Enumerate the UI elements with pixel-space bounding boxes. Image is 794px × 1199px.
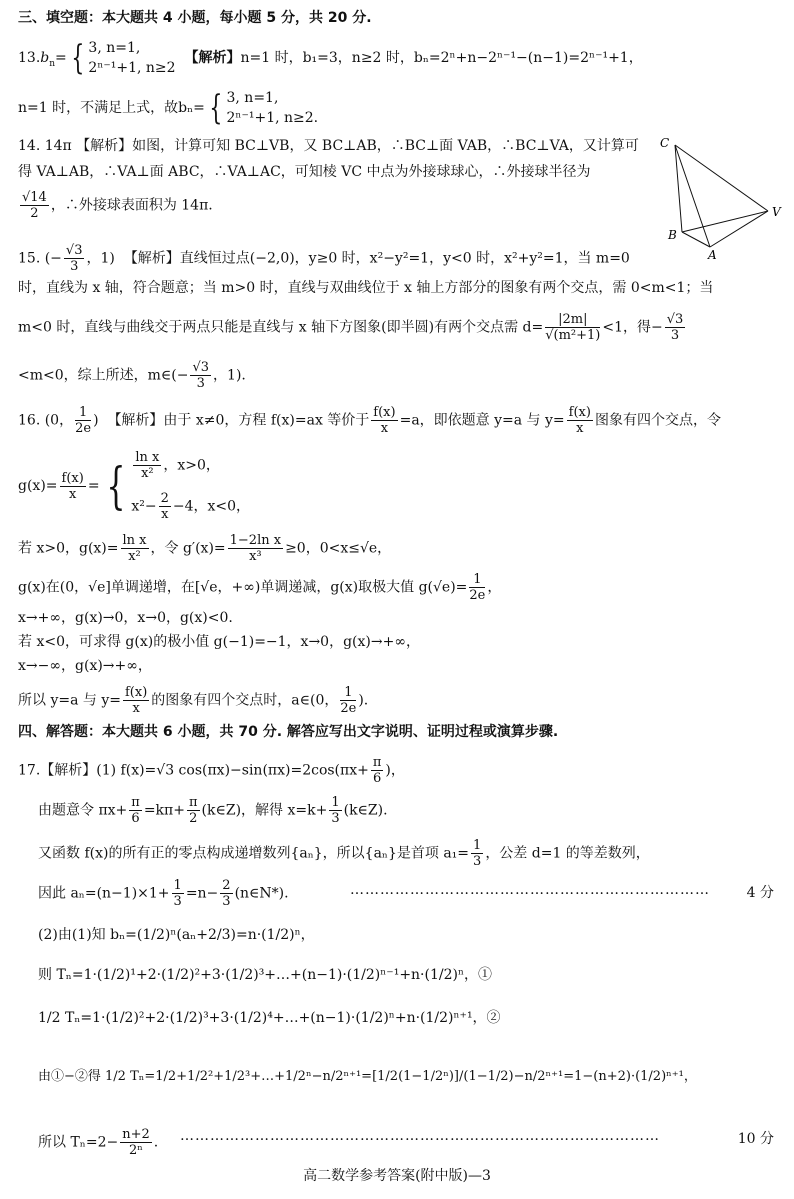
- q15-line3: m<0 时，直线与曲线交于两点只能是直线与 x 轴下方图象(即半圆)有两个交点需 d= $\frac{|2m|}{\text{√(m²+1)}}$ <1，得− $\frac{√3}{3}$: [18, 312, 684, 343]
- q15-line4: <m<0，综上所述，m∈(− $\frac{√3}{3}$ ，1).: [18, 360, 246, 391]
- label-c: C: [660, 136, 670, 150]
- q13-line2: n=1 时，不满足上式，故bₙ= { 3, n=1, 2ⁿ⁻¹+1, n≥2.: [18, 88, 319, 128]
- q17-line6: 则 Tₙ=1·(1/2)¹+2·(1/2)²+3·(1/2)³+…+(n−1)·(1/2)ⁿ⁻¹+n·(1/2)ⁿ，①: [38, 967, 493, 983]
- section4-heading: 四、解答题：本大题共 6 小题，共 70 分. 解答应写出文字说明、证明过程或演算步骤.: [18, 724, 559, 740]
- q15-line2: 时，直线为 x 轴，符合题意；当 m>0 时，直线与双曲线位于 x 轴上方部分的图象有两个交点，需 0<m<1；当: [18, 280, 714, 296]
- q14-line1: 14. 14π 【解析】如图，计算可知 BC⊥VB，又 BC⊥AB，∴BC⊥面 VAB，∴BC⊥VA，又计算可: [18, 138, 639, 154]
- tetrahedron-figure: [650, 135, 790, 260]
- q17-line2: 由题意令 πx+ $\frac{\pi}{6}$ =kπ+ $\frac{\pi}{2}$ (k∈Z)，解得 x=k+ $\frac{1}{3}$ (k∈Z).: [38, 795, 388, 826]
- q14-line3: $\frac{√14}{2}$ ，∴外接球表面积为 14π.: [22, 190, 213, 221]
- q16-line1: 16. (0， $\frac{1}{2e}$ ) 【解析】由于 x≠0，方程 f(x)=ax 等价于 $\frac{f(x)}{x}$ =a，即依题意 y=a 与 y= $\frac{f(x)}{x}$ 图象有四个交点，令: [18, 405, 721, 436]
- q16-line4: g(x)在(0，√e]单调递增，在[√e，+∞)单调递减，g(x)取极大值 g(√e)= $\frac{1}{2e}$ ，: [18, 572, 502, 603]
- q16-line6: 若 x<0，可求得 g(x)的极小值 g(−1)=−1，x→0，g(x)→+∞，: [18, 634, 420, 650]
- section3-heading: 三、填空题：本大题共 4 小题，每小题 5 分，共 20 分.: [18, 10, 372, 26]
- q17-line7: 1/2 Tₙ=1·(1/2)²+2·(1/2)³+3·(1/2)⁴+…+(n−1)·(1/2)ⁿ+n·(1/2)ⁿ⁺¹，②: [38, 1010, 501, 1026]
- score-dots-1: ………………………………………………………………: [350, 882, 710, 898]
- q16-line8: 所以 y=a 与 y= $\frac{f(x)}{x}$ 的图象有四个交点时，a∈(0， $\frac{1}{2e}$ ).: [18, 685, 369, 716]
- q17-line3: 又函数 f(x)的所有正的零点构成递增数列{aₙ}，所以{aₙ}是首项 a₁= $\frac{1}{3}$ ，公差 d=1 的等差数列，: [38, 838, 650, 869]
- q16-g-def: g(x)= $\frac{f(x)}{x}$ = { $\frac{\text{ln x}}{\text{x²}}$ ，x>0， x²− $\frac{2}{x}$ −4，x<0，: [18, 450, 251, 522]
- q14-line2: 得 VA⊥AB，∴VA⊥面 ABC，∴VA⊥AC，可知棱 VC 中点为外接球球心，∴外接球半径为: [18, 164, 591, 180]
- q16-line3: 若 x>0，g(x)= $\frac{\text{ln x}}{\text{x²}}$ ，令 g′(x)= $\frac{\text{1−2ln x}}{\text{x³}}$ ≥0，0<x≤√e，: [18, 533, 392, 564]
- label-a: A: [708, 248, 717, 260]
- q17-line8: 由①−②得 1/2 Tₙ=1/2+1/2²+1/2³+…+1/2ⁿ−n/2ⁿ⁺¹=[1/2(1−1/2ⁿ)]/(1−1/2)−n/2ⁿ⁺¹=1−(n+2)·(1/2)ⁿ⁺¹，: [38, 1069, 697, 1084]
- q16-line7: x→−∞，g(x)→+∞，: [18, 658, 152, 674]
- score-2: 10 分: [737, 1131, 774, 1147]
- q17-line9: 所以 Tₙ=2− $\frac{n+2}{\text{2ⁿ}}$ .: [38, 1127, 159, 1158]
- q17-line4: 因此 aₙ=(n−1)×1+ $\frac{1}{3}$ =n− $\frac{2}{3}$ (n∈N*).: [38, 878, 289, 909]
- q16-line5: x→+∞，g(x)→0，x→0，g(x)<0.: [18, 610, 233, 626]
- label-b: B: [668, 228, 677, 242]
- score-dots-2: ……………………………………………………………………………………: [180, 1128, 660, 1144]
- score-1: 4 分: [746, 885, 774, 901]
- label-v: V: [772, 205, 781, 219]
- q13-line1: $13.b_n=$ { 3, n=1, 2ⁿ⁻¹+1, n≥2 【解析】n=1 时，b₁=3，n≥2 时，bₙ=2ⁿ+n−2ⁿ⁻¹−(n−1)=2ⁿ⁻¹+1，: [18, 38, 643, 78]
- q17-line1: 17.【解析】(1) f(x)=√3 cos(πx)−sin(πx)=2cos(πx+ $\frac{\pi}{6}$ )，: [18, 755, 405, 786]
- q17-line5: (2)由(1)知 bₙ=(1/2)ⁿ(aₙ+2/3)=n·(1/2)ⁿ，: [38, 927, 315, 943]
- page-footer: 高二数学参考答案(附中版)—3: [303, 1168, 491, 1184]
- q15-line1: 15. (− $\frac{√3}{3}$ ，1) 【解析】直线恒过点(−2,0)，y≥0 时，x²−y²=1，y<0 时，x²+y²=1，当 m=0: [18, 243, 630, 274]
